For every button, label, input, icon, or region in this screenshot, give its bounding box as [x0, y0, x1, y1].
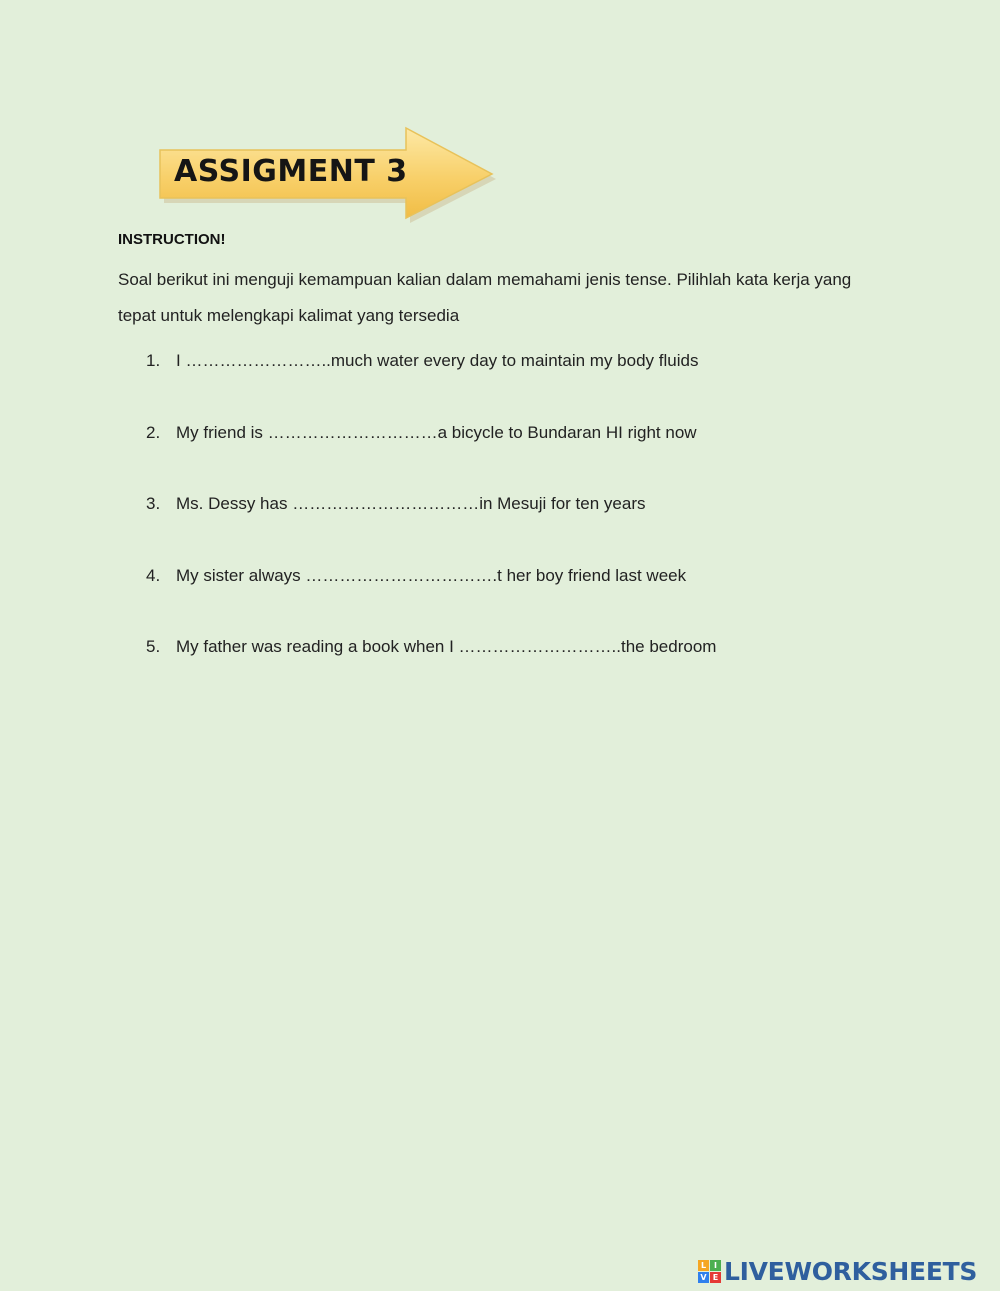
question-text: My father was reading a book when I ………………………..the bedroom — [176, 637, 717, 656]
question-item — [146, 349, 716, 421]
question-text: My friend is …………………………a bicycle to Bundaran HI right now — [176, 422, 697, 442]
question-list — [146, 349, 716, 707]
assignment-banner — [152, 126, 498, 224]
question-text: Ms. Dessy has ……………………………in Mesuji for ten years — [176, 494, 646, 513]
question-number: 5. — [146, 637, 161, 656]
logo-blocks-icon — [698, 1260, 721, 1283]
question-item — [146, 564, 716, 636]
question-number: 4. — [146, 565, 161, 585]
instruction-text: Soal berikut ini menguji kemampuan kalian dalam memahami jenis tense. Pilihlah kata kerja yang tepat untuk melengkapi kalimat yang tersedia — [118, 270, 852, 325]
question-text: I ……………………..much water every day to maintain my body fluids — [176, 351, 699, 370]
brand-name: LIVEWORKSHEETS — [724, 1256, 978, 1286]
logo-block: E — [710, 1272, 721, 1283]
logo-block: L — [698, 1260, 709, 1271]
question-item — [146, 635, 716, 707]
question-number: 2. — [146, 422, 161, 442]
question-text: My sister always …………………………….t her boy friend last week — [176, 565, 687, 585]
question-number: 1. — [146, 351, 161, 370]
question-item — [146, 421, 716, 493]
instruction-heading: INSTRUCTION! — [118, 231, 226, 248]
question-item — [146, 492, 716, 564]
logo-block: V — [698, 1272, 709, 1283]
assignment-title: ASSIGMENT 3 — [174, 154, 408, 189]
question-number: 3. — [146, 494, 161, 513]
liveworksheets-logo[interactable] — [698, 1256, 977, 1286]
logo-block: I — [710, 1260, 721, 1271]
